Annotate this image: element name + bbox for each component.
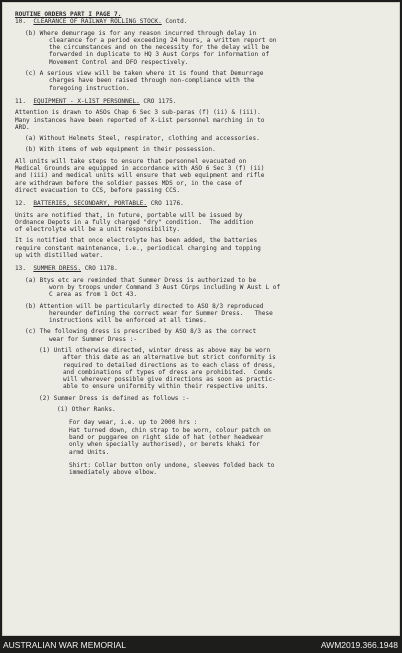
section-12-title: BATTERIES, SECONDARY, PORTABLE. — [33, 200, 148, 208]
page-header: ROUTINE ORDERS PART I PAGE 7. — [15, 11, 122, 18]
section-13-title: SUMMER DRESS. — [33, 265, 82, 273]
document-text — [15, 11, 393, 476]
document-page — [2, 2, 400, 636]
section-11-heading: 11. EQUIPMENT - X-LIST PERSONNEL. CRO 1175. — [15, 97, 177, 105]
footer-accession-number: AWM2019.366.1948 — [320, 640, 398, 650]
section-11-item-b: (b) With items of web equipment in their possession. — [25, 146, 216, 154]
section-10-title: CLEARANCE OF RAILWAY ROLLING STOCK. — [33, 18, 162, 26]
other-ranks-heading: (i) Other Ranks. — [57, 406, 116, 414]
section-10-para-c: (c) A serious view will be taken where it is found that Demurrage charges have been raised through non-compliance with the foregoing instruction. — [25, 70, 264, 92]
section-11-intro: Attention is drawn to ASOs Chap 6 Sec 3 sub-paras (f) (ii) & (iii). Many instances have been reported of X-List personnel marching in to ARD. — [15, 109, 265, 131]
section-11-body: All units will take steps to ensure that personnel evacuated on Medical Grounds are equipped in accordance with ASO 6 Sec 3 (f) (ii) and (iii) and medical units will ensure that web equipment and rifle are withdrawn before the soldier passes MDS or, in the case of direct evacuation to CCS, before passing CCS. — [15, 157, 265, 194]
section-13-para-a: (a) Btys etc are reminded that Summer Dress is authorized to be worn by troops under Command 3 Aust CGrps including W Aust L of C area as from 1 Oct 43. — [25, 276, 281, 299]
footer-institution: AUSTRALIAN WAR MEMORIAL — [3, 640, 126, 650]
archive-footer — [0, 638, 402, 653]
section-13-heading: 13. SUMMER DRESS. CRO 1178. — [15, 265, 118, 273]
day-wear-para: For day wear, i.e. up to 2000 hrs : Hat turned down, chin strap to be worn, colour patch on band or puggaree on right side of hat (other headwear only when specially authorised), or berets khaki for armd Units. — [69, 419, 271, 456]
section-12-para-1: Units are notified that, in future, portable will be issued by Ordnance Depots in a fully charged "dry" condition. The addition of electrolyte will be a unit responsibility. — [15, 211, 254, 234]
section-10-para-b: (b) Where demurrage is for any reason incurred through delay in clearance for a period exceeding 24 hours, a written report on the circumstances and on the necessity for the delay will be forwarded in duplicate to HQ 3 Aust Corps for information of Movement Control and DFO respectively. — [25, 29, 277, 66]
section-13-para-b: (b) Attention will be particularly directed to ASO 8/3 reproduced hereunder defining the correct wear for Summer Dress. These instructions will be enforced at all times. — [25, 302, 273, 325]
section-12-heading: 12. BATTERIES, SECONDARY, PORTABLE. CRO 1176. — [15, 200, 184, 208]
section-10-heading: 10. CLEARANCE OF RAILWAY ROLLING STOCK. Contd. — [15, 18, 188, 26]
section-11-item-a: (a) Without Helmets Steel, respirator, clothing and accessories. — [25, 135, 260, 143]
section-13-para-c: (c) The following dress is prescribed by ASO 8/3 as the correct wear for Summer Dress :- — [25, 328, 257, 343]
section-11-title: EQUIPMENT - X-LIST PERSONNEL. — [33, 97, 140, 105]
shirt-para: Shirt: Collar button only undone, sleeves folded back to immediately above elbow. — [69, 461, 275, 477]
section-13-subpara-1: (1) Until otherwise directed, winter dress as above may be worn after this date as an alternative but strict conformity is required to detailed directions as to each class of dress, and combinations of types of dress are prohibited. Comds will wherever possible give directions as soon as practic- able to ensure uniformity within their respective units. — [39, 346, 276, 391]
section-12-para-2: It is notified that once electrolyte has been added, the batteries require constant maintenance, i.e., periodical charging and topping up with distilled water. — [15, 237, 261, 260]
section-13-subpara-2: (2) Summer Dress is defined as follows :- — [39, 394, 190, 402]
